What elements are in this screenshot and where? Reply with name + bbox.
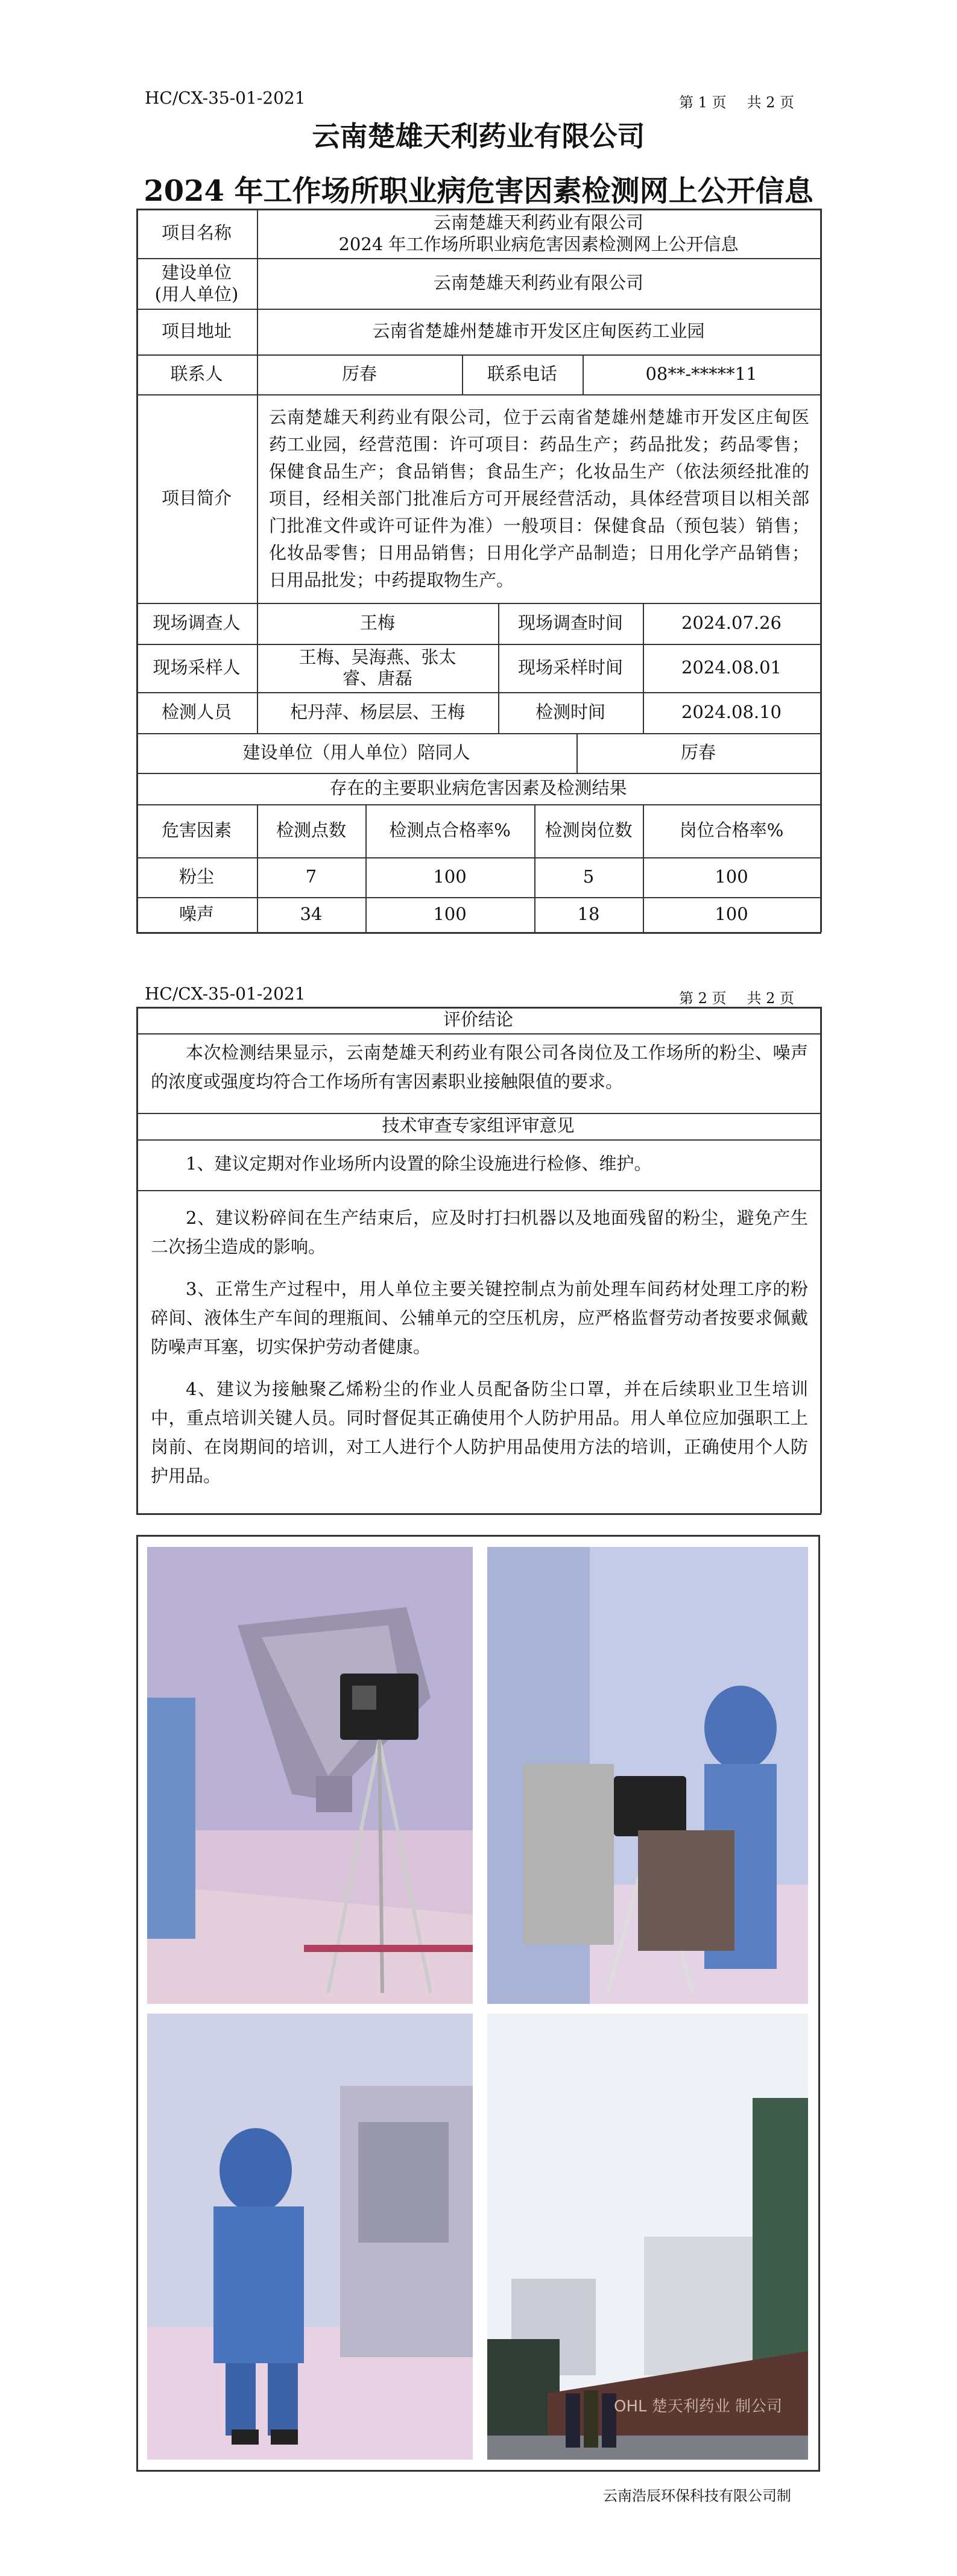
intro-value: 云南楚雄天利药业有限公司，位于云南省楚雄州楚雄市开发区庄甸医药工业园，经营范围：许可项目：药品生产；药品批发；药品零售；保健食品生产；食品销售；食品生产；化妆品生产（依法须经批准的项目，经相关部门批准后方可开展经营活动，具体经营项目以相关部门批准文件或许可证件为准）一般项目：保健食品（预包装）销售；化妆品零售；日用品销售；日用化学产品制造；日用化学产品销售；日用品批发；中药提取物生产。	[269, 407, 809, 590]
sampling-person-label: 现场采样人	[153, 657, 241, 678]
results-row-dust-post-rate: 100	[715, 866, 748, 887]
survey-person-label: 现场调查人	[153, 613, 241, 634]
page-number	[679, 90, 794, 112]
contact-label: 联系人	[170, 364, 223, 385]
results-header-factor: 危害因素	[161, 820, 232, 841]
unit-label: 建设单位 (用人单位)	[154, 262, 239, 304]
results-row-dust-factor: 粉尘	[178, 866, 214, 887]
test-time-value: 2024.08.10	[681, 702, 782, 723]
phone-label: 联系电话	[487, 364, 557, 385]
results-header-posts: 检测岗位数	[545, 820, 633, 841]
test-time-label: 检测时间	[535, 702, 605, 723]
gate-sign-text: OHL 楚天利药业 制公司	[614, 2398, 783, 2416]
phone-value: 08**-*****11	[645, 364, 757, 385]
expert-title: 技术审查专家组评审意见	[382, 1115, 575, 1136]
companion-value: 厉春	[680, 742, 716, 763]
opinion-3: 3、正常生产过程中，用人单位主要关键控制点为前处理车间药材处理工序的粉碎间、液体生产车间的理瓶间、公辅单元的空压机房，应严格监督劳动者按要求佩戴防噪声耳塞，切实保护劳动者健康。	[151, 1279, 808, 1357]
results-row-dust-point-rate: 100	[433, 866, 467, 887]
intro-label: 项目简介	[161, 488, 232, 509]
page-label-page2: 第 2 页	[679, 990, 727, 1007]
sampling-time-label: 现场采样时间	[517, 657, 623, 678]
doc-code-page2: HC/CX-35-01-2021	[145, 984, 306, 1004]
tester-label: 检测人员	[161, 702, 232, 723]
project-name-line2: 2024 年工作场所职业病危害因素检测网上公开信息	[338, 234, 739, 254]
address-label: 项目地址	[161, 321, 232, 342]
main-title: 2024 年工作场所职业病危害因素检测网上公开信息	[144, 174, 813, 208]
results-header-point-rate: 检测点合格率%	[389, 820, 511, 841]
project-name-value	[257, 209, 820, 258]
opinion-4: 4、建议为接触聚乙烯粉尘的作业人员配备防尘口罩，并在后续职业卫生培训中，重点培训关键人员。同时督促其正确使用个人防护用品。用人单位应加强职工上岗前、在岗期间的培训，对工人进行个人防护用品使用方法的培训，正确使用个人防护用品。	[151, 1379, 808, 1486]
opinion-2: 2、建议粉碎间在生产结束后，应及时打扫机器以及地面残留的粉尘，避免产生二次扬尘造成的影响。	[151, 1208, 808, 1257]
conclusion-text: 本次检测结果显示，云南楚雄天利药业有限公司各岗位及工作场所的粉尘、噪声的浓度或强度均符合工作场所有害因素职业接触限值的要求。	[151, 1042, 808, 1092]
survey-time-label: 现场调查时间	[517, 613, 623, 634]
photo-workshop-noise-sampling	[487, 1547, 808, 2004]
unit-value: 云南楚雄天利药业有限公司	[433, 272, 643, 294]
results-section-title: 存在的主要职业病危害因素及检测结果	[329, 778, 627, 799]
footer-company: 云南浩辰环保科技有限公司制	[603, 2487, 791, 2504]
page-number-page2	[679, 986, 794, 1007]
results-row-noise-factor: 噪声	[178, 904, 214, 925]
results-header-points: 检测点数	[276, 820, 346, 841]
opinion-1: 1、建议定期对作业场所内设置的除尘设施进行检修、维护。	[186, 1153, 652, 1174]
sampling-time-value: 2024.08.01	[681, 657, 782, 678]
results-row-noise-posts: 18	[577, 904, 600, 925]
results-row-dust-points: 7	[305, 866, 317, 887]
project-name-line1: 云南楚雄天利药业有限公司	[433, 212, 643, 233]
results-row-noise-post-rate: 100	[715, 904, 748, 925]
photo-mixer-dust-sampling	[147, 1547, 473, 2004]
sampling-person-value: 王梅、吴海燕、张太睿、唐磊	[298, 647, 456, 688]
total-pages-label-page2: 共 2 页	[747, 990, 795, 1007]
results-row-noise-points: 34	[300, 904, 323, 925]
doc-code: HC/CX-35-01-2021	[145, 88, 306, 108]
survey-time-value: 2024.07.26	[681, 613, 782, 634]
project-name-label: 项目名称	[161, 222, 232, 244]
results-header-post-rate: 岗位合格率%	[679, 820, 784, 841]
results-row-dust-posts: 5	[583, 866, 595, 887]
survey-person-value: 王梅	[359, 613, 395, 634]
contact-value: 厉春	[341, 364, 377, 385]
company-title: 云南楚雄天利药业有限公司	[312, 120, 645, 153]
tester-value: 杞丹萍、杨层层、王梅	[289, 702, 465, 723]
page-label: 第 1 页	[679, 94, 727, 111]
conclusion-title: 评价结论	[443, 1009, 513, 1030]
address-value: 云南省楚雄州楚雄市开发区庄甸医药工业园	[372, 321, 705, 342]
photo-worker-dosimeter	[147, 2014, 473, 2460]
photo-company-gate	[487, 2014, 808, 2460]
results-row-noise-point-rate: 100	[433, 904, 467, 925]
total-pages-label: 共 2 页	[747, 94, 795, 111]
companion-label: 建设单位（用人单位）陪同人	[242, 742, 470, 763]
